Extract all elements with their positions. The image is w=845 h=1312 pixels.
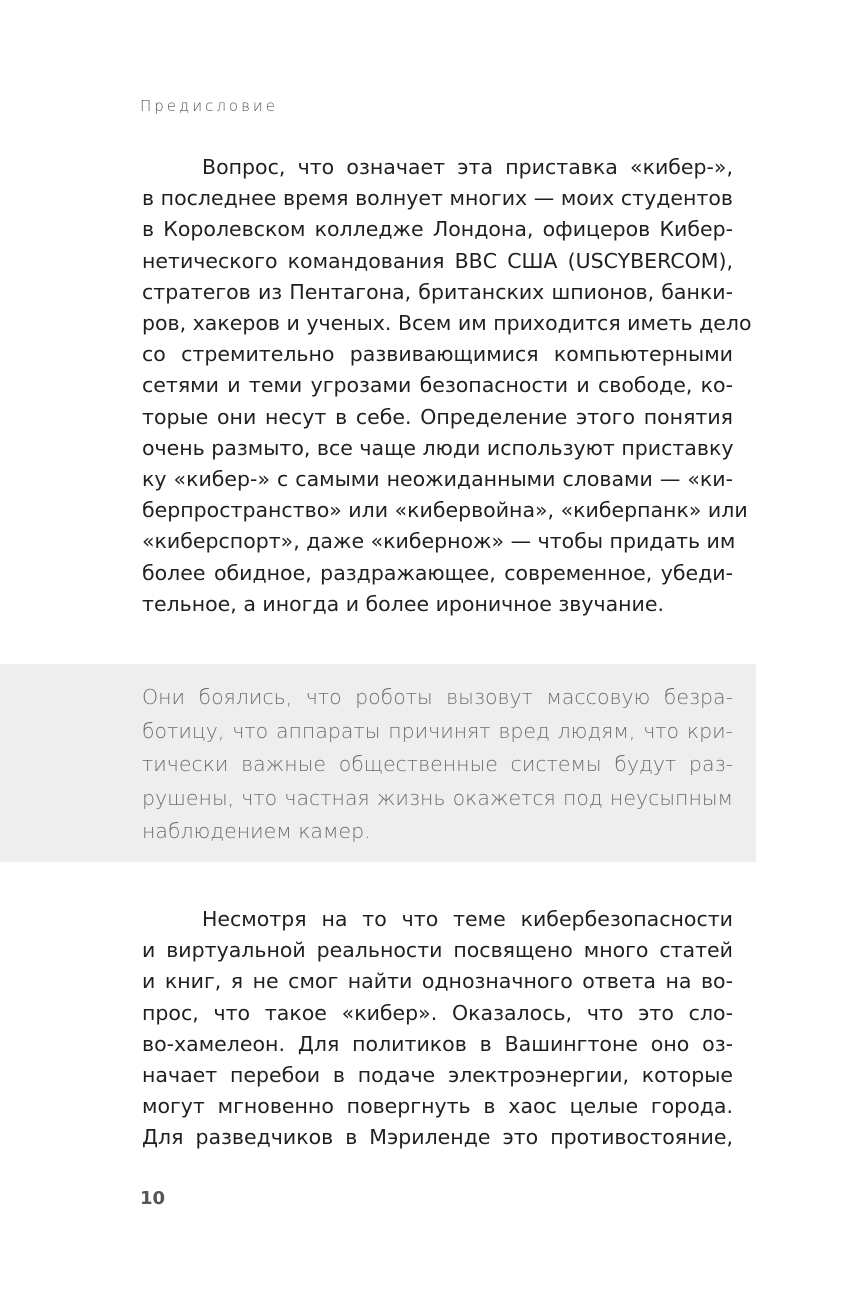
text-line: более обидное, раздражающее, современное, убеди-: [142, 560, 733, 585]
text-line: и виртуальной реальности посвящено много статей: [142, 938, 733, 963]
text-line: со стремительно развивающимися компьютерными: [142, 342, 733, 367]
pull-quote: [142, 681, 733, 849]
quote-line: наблюдением камер.: [142, 819, 371, 844]
text-line: торые они несут в себе. Определение этого понятия: [142, 404, 733, 429]
text-line: очень размыто, все чаще люди используют приставку: [142, 435, 734, 460]
text-line: ку «кибер-» с самыми неожиданными словами — «ки-: [142, 467, 733, 492]
running-head: Предисловие: [140, 97, 278, 115]
text-line: в последнее время волнует многих — моих студентов: [142, 186, 733, 211]
text-line: Несмотря на то что теме кибербезопасности: [202, 907, 733, 931]
text-line: начает перебои в подаче электроэнергии, которые: [142, 1063, 733, 1088]
text-line: и книг, я не смог найти однозначного ответа на во-: [142, 969, 733, 994]
text-line: могут мгновенно повергнуть в хаос целые города.: [142, 1094, 733, 1119]
text-line: тельное, а иногда и более ироничное звучание.: [142, 591, 664, 616]
text-line: «киберспорт», даже «кибернож» — чтобы придать им: [142, 529, 736, 554]
pull-quote-box: [0, 664, 756, 862]
text-line: стратегов из Пентагона, британских шпионов, банки-: [142, 279, 733, 304]
text-line: в Королевском колледже Лондона, офицеров Кибер-: [142, 217, 733, 242]
quote-line: рушены, что частная жизнь окажется под неусыпным: [142, 785, 733, 810]
page-number: 10: [140, 1188, 166, 1209]
text-line: берпространство» или «кибервойна», «киберпанк» или: [142, 498, 748, 523]
text-line: Для разведчиков в Мэриленде это противостояние,: [142, 1125, 733, 1150]
quote-line: ботицу, что аппараты причинят вред людям, что кри-: [142, 718, 733, 743]
text-line: ров, хакеров и ученых. Всем им приходится иметь дело: [142, 311, 752, 336]
text-line: нетического командования ВВС США (USCYBERCOM),: [142, 248, 733, 273]
quote-line: Они боялись, что роботы вызовут массовую безра-: [142, 685, 733, 709]
text-line: Вопрос, что означает эта приставка «кибер-»,: [202, 155, 733, 179]
text-line: прос, что такое «кибер». Оказалось, что это сло-: [142, 1000, 733, 1025]
body-paragraph-1: [142, 152, 752, 620]
text-line: во-хамелеон. Для политиков в Вашингтоне оно оз-: [142, 1031, 733, 1056]
quote-line: тически важные общественные системы будут раз-: [142, 752, 733, 777]
body-paragraph-2: [142, 904, 733, 1154]
text-line: сетями и теми угрозами безопасности и свободе, ко-: [142, 373, 733, 398]
